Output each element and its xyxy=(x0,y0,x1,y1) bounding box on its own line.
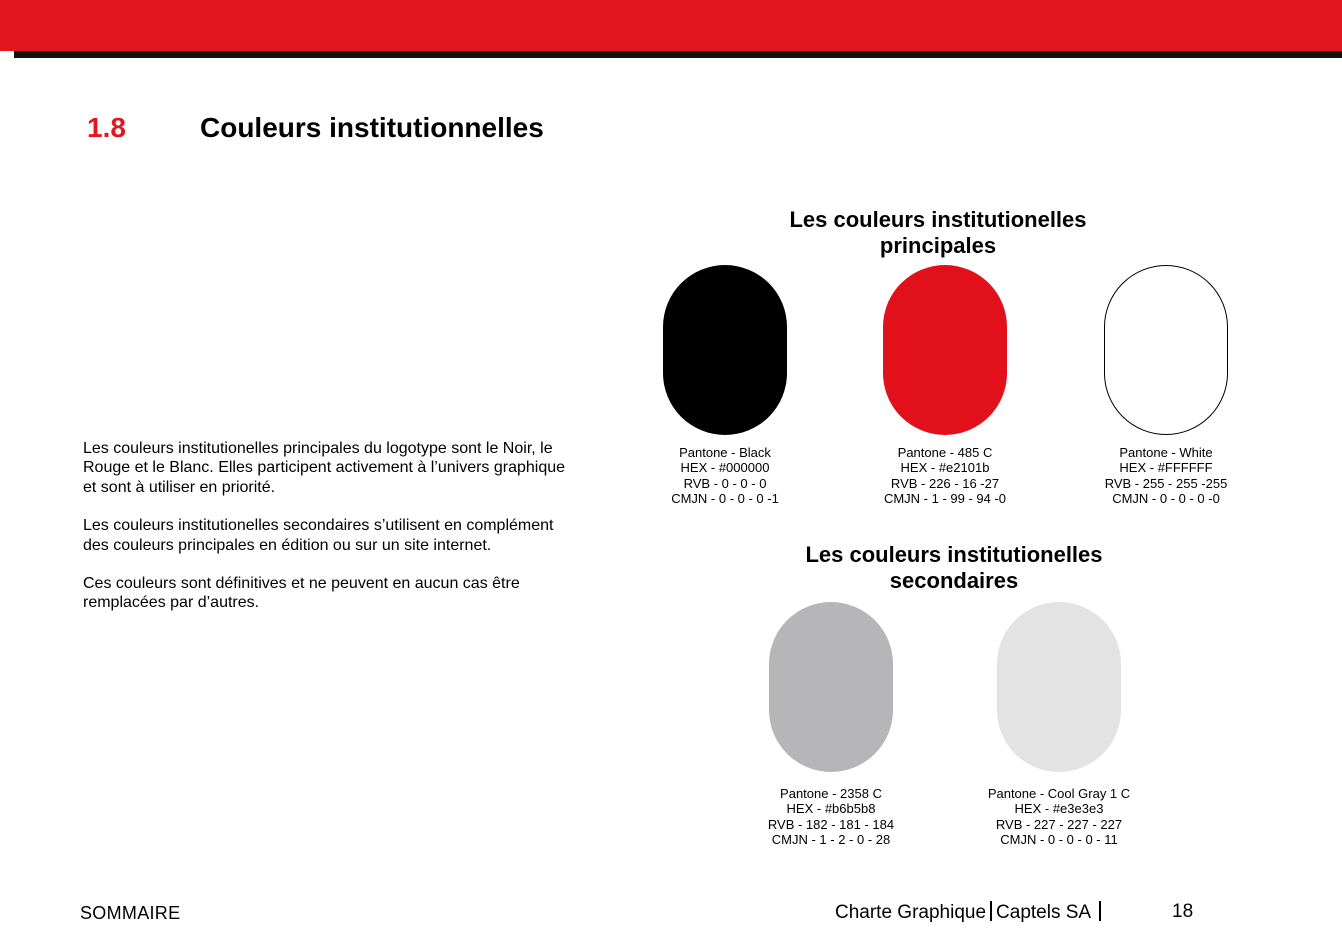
hex-label: HEX - #000000 xyxy=(680,460,770,476)
color-info-white xyxy=(1056,445,1276,507)
footer-document-info xyxy=(835,901,1105,924)
page-number: 18 xyxy=(1172,901,1194,922)
swatch-cool-gray xyxy=(997,602,1121,772)
section-number: 1.8 xyxy=(87,112,126,143)
intro-text xyxy=(83,439,573,632)
rvb-label: RVB - 182 - 181 - 184 xyxy=(767,816,895,832)
cmjn-label: CMJN - 0 - 0 - 0 -1 xyxy=(671,491,779,507)
primary-title-line-1: Les couleurs institutionelles xyxy=(789,207,1087,232)
header-red-band xyxy=(0,0,1342,51)
footer-separator xyxy=(990,901,992,921)
intro-paragraph-1: Les couleurs institutionelles principales du logotype sont le Noir, le Rouge et le Blanc. Elles participent activement à l’univers graphique et sont à utiliser en priorité. xyxy=(83,440,566,496)
color-info-cool-gray xyxy=(949,786,1169,848)
primary-title-line-2: principales xyxy=(879,233,997,258)
sommaire-link[interactable]: SOMMAIRE xyxy=(80,903,181,923)
rvb-label: RVB - 227 - 227 - 227 xyxy=(995,816,1123,832)
footer-doc-title: Charte Graphique xyxy=(835,902,987,923)
cmjn-label: CMJN - 1 - 2 - 0 - 28 xyxy=(771,832,891,848)
rvb-label: RVB - 255 - 255 -255 xyxy=(1104,475,1228,491)
footer-separator xyxy=(1099,901,1101,921)
pantone-label: Pantone - Cool Gray 1 C xyxy=(987,786,1131,801)
pantone-label: Pantone - 2358 C xyxy=(780,786,882,801)
color-info-gray-2358 xyxy=(721,786,941,848)
hex-label: HEX - #b6b5b8 xyxy=(786,801,876,817)
primary-colors-title xyxy=(738,207,1138,259)
pantone-label: Pantone - White xyxy=(1119,445,1213,460)
swatch-red xyxy=(883,265,1007,435)
swatch-black xyxy=(663,265,787,435)
swatch-gray-2358 xyxy=(769,602,893,772)
rvb-label: RVB - 0 - 0 - 0 xyxy=(683,475,767,491)
color-info-black xyxy=(615,445,835,507)
footer-company: Captels SA xyxy=(996,902,1092,923)
hex-label: HEX - #FFFFFF xyxy=(1119,460,1213,476)
secondary-title-line-2: secondaires xyxy=(889,568,1019,593)
intro-paragraph-2: Les couleurs institutionelles secondaires s’utilisent en complément des couleurs principales en édition ou sur un site internet. xyxy=(83,517,554,554)
hex-label: HEX - #e3e3e3 xyxy=(1014,801,1104,817)
pantone-label: Pantone - 485 C xyxy=(897,445,993,460)
pantone-label: Pantone - Black xyxy=(679,445,771,460)
cmjn-label: CMJN - 0 - 0 - 0 -0 xyxy=(1112,491,1220,507)
cmjn-label: CMJN - 1 - 99 - 94 -0 xyxy=(883,491,1007,507)
secondary-colors-title xyxy=(754,542,1154,594)
cmjn-label: CMJN - 0 - 0 - 0 - 11 xyxy=(1000,832,1118,848)
rvb-label: RVB - 226 - 16 -27 xyxy=(890,475,1000,491)
intro-paragraph-3: Ces couleurs sont définitives et ne peuvent en aucun cas être remplacées par d’autres. xyxy=(83,575,520,612)
secondary-title-line-1: Les couleurs institutionelles xyxy=(805,542,1103,567)
header-black-rule xyxy=(14,51,1342,58)
hex-label: HEX - #e2101b xyxy=(900,460,990,476)
color-info-red xyxy=(835,445,1055,507)
page-title: Couleurs institutionnelles xyxy=(200,112,544,143)
swatch-white xyxy=(1104,265,1228,435)
